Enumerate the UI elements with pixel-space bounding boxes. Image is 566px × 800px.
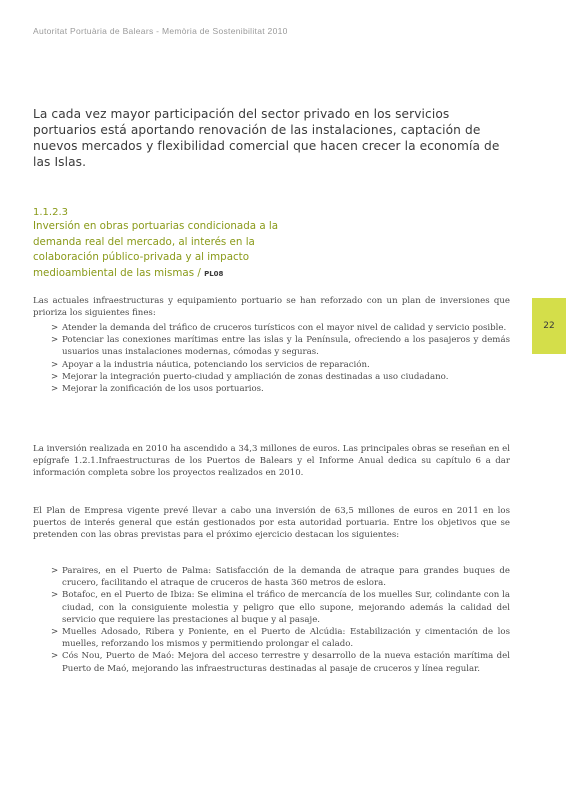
running-head: Autoritat Portuària de Balears - Memòria de Sostenibilitat 2010 <box>33 26 288 36</box>
list-item <box>33 565 510 589</box>
list-item-text: Botafoc, en el Puerto de Ibiza: Se elimina el tráfico de mercancía de los muelles Sur, colindante con la ciudad, con la consiguiente molestia y peligro que ello supone, mejorando además la calidad del servicio que requiere las prestaciones al buque y al pasaje. <box>62 590 510 625</box>
bullet-marker: > <box>51 335 59 346</box>
list-item <box>33 359 510 371</box>
list-item <box>33 650 510 674</box>
paragraph-1: Las actuales infraestructuras y equipamiento portuario se han reforzado con un plan de inversiones que prioriza los siguientes fines: <box>33 296 510 319</box>
bullet-marker: > <box>51 371 59 382</box>
bullet-marker: > <box>51 384 59 395</box>
section-code: PL08 <box>204 269 224 278</box>
intro-paragraph: La cada vez mayor participación del sector privado en los servicios portuarios está aportando renovación de las instalaciones, captación de nuevos mercados y flexibilidad comercial que hacen crecer la economía de las Islas. <box>33 107 500 169</box>
list-item-text: Paraires, en el Puerto de Palma: Satisfacción de la demanda de atraque para grandes buques de crucero, facilitando el atraque de cruceros de hasta 360 metros de eslora. <box>62 566 510 589</box>
section-number: 1.1.2.3 <box>33 207 68 218</box>
list-item <box>33 334 510 358</box>
list-item-text: Mejorar la zonificación de los usos portuarios. <box>62 384 264 395</box>
objectives-list <box>33 322 510 395</box>
list-item <box>33 383 510 395</box>
bullet-marker: > <box>51 359 59 370</box>
paragraph-3: El Plan de Empresa vigente prevé llevar a cabo una inversión de 63,5 millones de euros en 2011 en los puertos de interés general que están gestionados por esta autoridad portuaria. Entre los objetivos que se pretenden con las obras previstas para el próximo ejercicio destacan los siguientes: <box>33 506 510 541</box>
list-item-text: Apoyar a la industria náutica, potenciando los servicios de reparación. <box>62 359 370 370</box>
bullet-marker: > <box>51 323 59 333</box>
bullet-marker: > <box>51 627 59 638</box>
list-item <box>33 371 510 383</box>
list-item-text: Mejorar la integración puerto-ciudad y ampliación de zonas destinadas a uso ciudadano. <box>62 371 449 382</box>
section-title-text: Inversión en obras portuarias condicionada a la demanda real del mercado, al interés en la colaboración público-privada y al impacto medioambiental de las mismas / <box>33 220 279 279</box>
page-number-tab <box>532 298 566 354</box>
bullet-marker: > <box>51 590 59 601</box>
list-item-text: Potenciar las conexiones marítimas entre las islas y la Península, ofreciendo a los pasajeros y demás usuarios unas instalaciones modernas, cómodas y seguras. <box>62 335 510 358</box>
list-item-text: Atender la demanda del tráfico de cruceros turísticos con el mayor nivel de calidad y servicio posible. <box>62 323 507 333</box>
list-item <box>33 589 510 626</box>
list-item-text: Muelles Adosado, Ribera y Poniente, en el Puerto de Alcúdia: Estabilización y cimentación de los muelles, reforzando los mismos y permitiendo prolongar el calado. <box>62 627 510 650</box>
list-item <box>33 626 510 650</box>
page-number: 22 <box>543 321 555 331</box>
list-item <box>33 322 510 334</box>
section-title <box>33 219 303 282</box>
paragraph-2: La inversión realizada en 2010 ha ascendido a 34,3 millones de euros. Las principales obras se reseñan en el epígrafe 1.2.1.Infraestructuras de los Puertos de Balears y el Informe Anual dedica su capítulo 6 a dar información completa sobre los proyectos realizados en 2010. <box>33 444 510 479</box>
bullet-marker: > <box>51 651 59 662</box>
planned-works-list <box>33 565 510 675</box>
bullet-marker: > <box>51 566 59 576</box>
list-item-text: Cós Nou, Puerto de Maó: Mejora del acceso terrestre y desarrollo de la nueva estación marítima del Puerto de Maó, mejorando las infraestructuras destinadas al pasaje de cruceros y línea regular. <box>62 651 510 674</box>
